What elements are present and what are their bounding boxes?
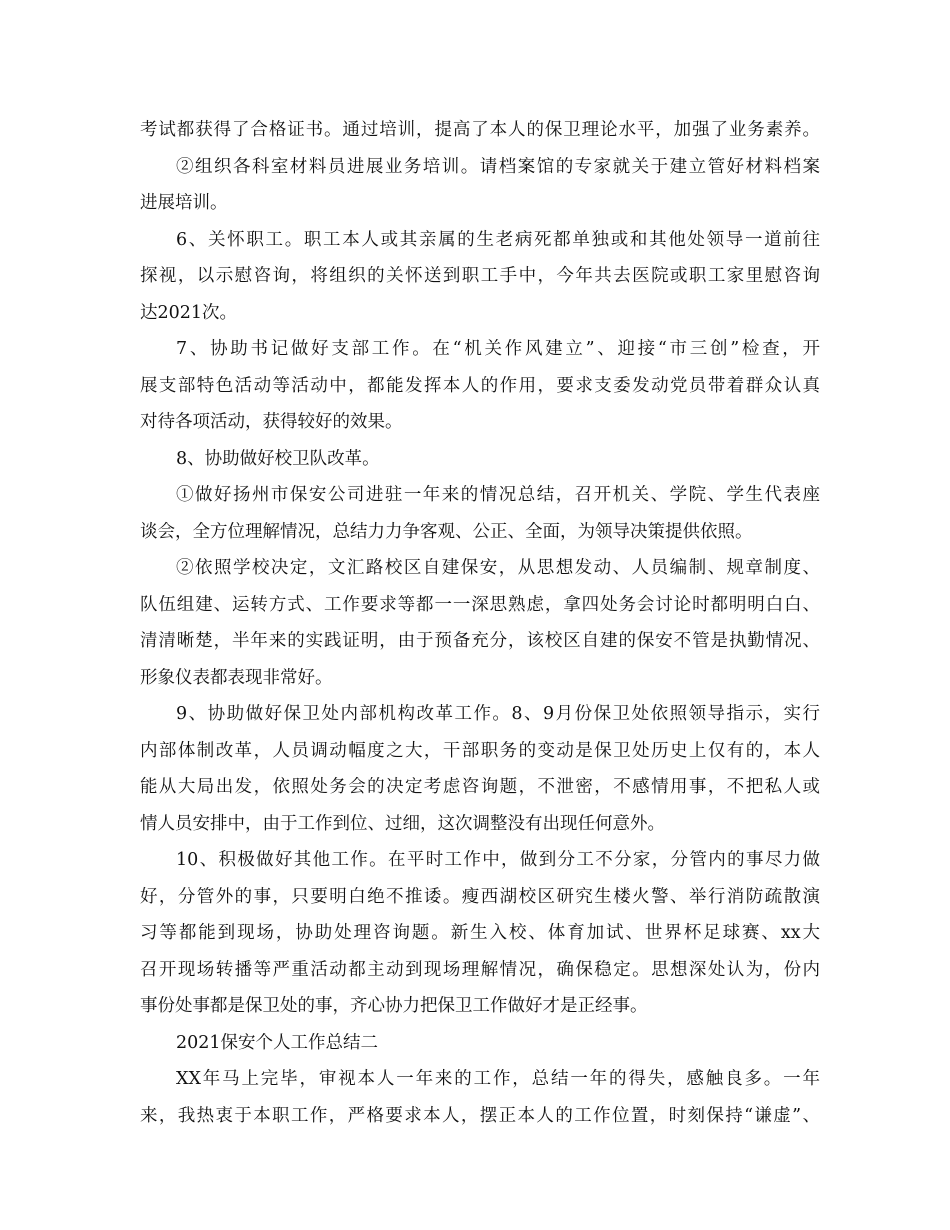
paragraph-line: 达2021次。 — [140, 302, 238, 323]
paragraph-line: 习等都能到现场，协助处理咨询题。新生入校、体育加试、世界杯足球赛、xx大 — [140, 923, 820, 943]
section-title: 2021保安个人工作总结二 — [176, 1032, 379, 1053]
paragraph-line: 10、积极做好其他工作。在平时工作中，做到分工不分家，分管内的事尽力做 — [176, 850, 820, 870]
paragraph-line: 形象仪表都表现非常好。 — [140, 667, 333, 688]
paragraph-line: 内部体制改革，人员调动幅度之大，干部职务的变动是保卫处历史上仅有的，本人 — [140, 740, 820, 761]
paragraph-line: 7、协助书记做好支部工作。在“机关作风建立”、迎接“市三创”检查，开 — [176, 339, 820, 359]
paragraph-line: 好，分管外的事，只要明白绝不推诿。瘦西湖校区研究生楼火警、举行消防疏散演 — [140, 886, 820, 907]
paragraph-line: 9、协助做好保卫处内部机构改革工作。8、9月份保卫处依照领导指示，实行 — [176, 704, 820, 724]
paragraph-line: 召开现场转播等严重活动都主动到现场理解情况，确保稳定。思想深处认为，份内 — [140, 959, 820, 980]
paragraph-line: 对待各项活动，获得较好的效果。 — [140, 412, 403, 432]
paragraph-line: 展支部特色活动等活动中，都能发挥本人的作用，要求支委发动党员带着群众认真 — [140, 375, 820, 396]
document-body — [140, 112, 820, 1134]
paragraph-line: 来，我热衷于本职工作，严格要求本人，摆正本人的工作位置，时刻保持“谦虚”、 — [140, 1105, 820, 1126]
paragraph-line: ②组织各科室材料员进展业务培训。请档案馆的专家就关于建立管好材料档案 — [176, 156, 820, 177]
paragraph-line: 进展培训。 — [140, 193, 228, 213]
paragraph-line: ①做好扬州市保安公司进驻一年来的情况总结，召开机关、学院、学生代表座 — [176, 485, 820, 505]
paragraph-line: 能从大局出发，依照处务会的决定考虑咨询题，不泄密，不感情用事，不把私人或 — [140, 777, 820, 797]
paragraph-line: XX年马上完毕，审视本人一年来的工作，总结一年的得失，感触良多。一年 — [176, 1069, 820, 1089]
paragraph-line: 情人员安排中，由于工作到位、过细，这次调整没有出现任何意外。 — [140, 813, 665, 834]
section-heading: 8、协助做好校卫队改革。 — [176, 448, 380, 469]
paragraph-line: 清清晰楚，半年来的实践证明，由于预备充分，该校区自建的保安不管是执勤情况、 — [140, 631, 820, 651]
paragraph-line: 谈会，全方位理解情况，总结力力争客观、公正、全面，为领导决策提供依照。 — [140, 521, 753, 542]
paragraph-line: 事份处事都是保卫处的事，齐心协力把保卫工作做好才是正经事。 — [140, 996, 648, 1016]
paragraph-line: ②依照学校决定，文汇路校区自建保安，从思想发动、人员编制、规章制度、 — [176, 558, 820, 578]
paragraph-line: 考试都获得了合格证书。通过培训，提高了本人的保卫理论水平，加强了业务素养。 — [140, 120, 820, 140]
paragraph-line: 队伍组建、运转方式、工作要求等都一一深思熟虑，拿四处务会讨论时都明明白白、 — [140, 594, 820, 615]
paragraph-line: 6、关怀职工。职工本人或其亲属的生老病死都单独或和其他处领导一道前往 — [176, 229, 820, 250]
paragraph-line: 探视，以示慰咨询，将组织的关怀送到职工手中，今年共去医院或职工家里慰咨询 — [140, 266, 820, 286]
